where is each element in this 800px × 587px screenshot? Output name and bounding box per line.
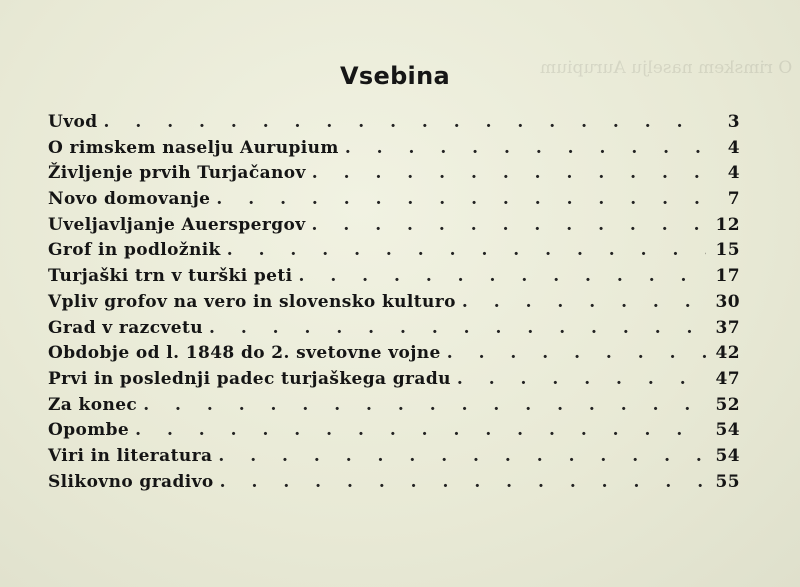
- toc-entry-title: Vpliv grofov na vero in slovensko kulturo: [48, 291, 456, 312]
- toc-entry: [48, 136, 740, 162]
- toc-entry-title: Obdobje od l. 1848 do 2. svetovne vojne: [48, 343, 441, 364]
- table-of-contents: [48, 110, 740, 495]
- toc-page-number: 15: [715, 240, 740, 261]
- toc-page-number: 54: [715, 420, 740, 441]
- dot-leader: [227, 238, 706, 264]
- toc-entry-title: Za konec: [48, 394, 138, 415]
- dot-leader: [345, 136, 706, 162]
- toc-entry-title: Slikovno gradivo: [48, 471, 214, 492]
- dot-leader: [209, 316, 706, 342]
- toc-page-number: 7: [727, 189, 740, 210]
- toc-entry-title: Uveljavljanje Auerspergov: [48, 214, 306, 235]
- toc-entry: [48, 213, 740, 239]
- show-through-text: O rimskem naselju Aurupium: [540, 58, 793, 78]
- toc-page-number: 30: [715, 291, 740, 312]
- dot-leader: [462, 290, 706, 316]
- toc-entry: [48, 161, 740, 187]
- dot-leader: [457, 367, 706, 393]
- toc-entry: [48, 341, 740, 367]
- toc-entry-title: Grad v razcvetu: [48, 317, 203, 338]
- toc-entry-title: Viri in literatura: [48, 445, 213, 466]
- toc-entry-title: Turjaški trn v turški peti: [48, 266, 293, 287]
- toc-page-number: 17: [715, 266, 740, 287]
- toc-entry: [48, 110, 740, 136]
- toc-page-number: 47: [715, 368, 740, 389]
- toc-entry: [48, 367, 740, 393]
- dot-leader: [216, 187, 706, 213]
- toc-entry-title: Prvi in poslednji padec turjaškega gradu: [48, 368, 451, 389]
- toc-page-number: 4: [727, 163, 740, 184]
- toc-entry-title: O rimskem naselju Aurupium: [48, 137, 339, 158]
- dot-leader: [447, 341, 706, 367]
- toc-entry: [48, 444, 740, 470]
- dot-leader: [312, 161, 706, 187]
- toc-page-number: 3: [727, 112, 740, 132]
- toc-entry-title: Novo domovanje: [48, 189, 211, 210]
- toc-page-number: 12: [715, 214, 740, 235]
- dot-leader: [218, 444, 706, 470]
- toc-page-number: 54: [715, 445, 740, 466]
- toc-entry-title: Življenje prvih Turjačanov: [48, 163, 306, 184]
- toc-entry: [48, 470, 740, 496]
- toc-entry: [48, 393, 740, 419]
- toc-page-number: 52: [715, 394, 740, 415]
- dot-leader: [143, 393, 706, 419]
- toc-entry-title: Opombe: [48, 420, 130, 441]
- dot-leader: [104, 110, 706, 136]
- toc-entry: [48, 418, 740, 444]
- page-title: Vsebina: [340, 62, 450, 91]
- dot-leader: [220, 470, 706, 496]
- toc-entry: [48, 316, 740, 342]
- toc-entry: [48, 264, 740, 290]
- toc-entry: [48, 238, 740, 264]
- toc-page-number: 4: [727, 137, 740, 158]
- dot-leader: [135, 418, 706, 444]
- toc-entry-title: Uvod: [48, 112, 98, 132]
- toc-entry: [48, 187, 740, 213]
- toc-page-number: 42: [715, 343, 740, 364]
- toc-page-number: 55: [715, 471, 740, 492]
- toc-page-number: 37: [715, 317, 740, 338]
- dot-leader: [299, 264, 707, 290]
- dot-leader: [312, 213, 706, 239]
- toc-entry: [48, 290, 740, 316]
- toc-entry-title: Grof in podložnik: [48, 240, 221, 261]
